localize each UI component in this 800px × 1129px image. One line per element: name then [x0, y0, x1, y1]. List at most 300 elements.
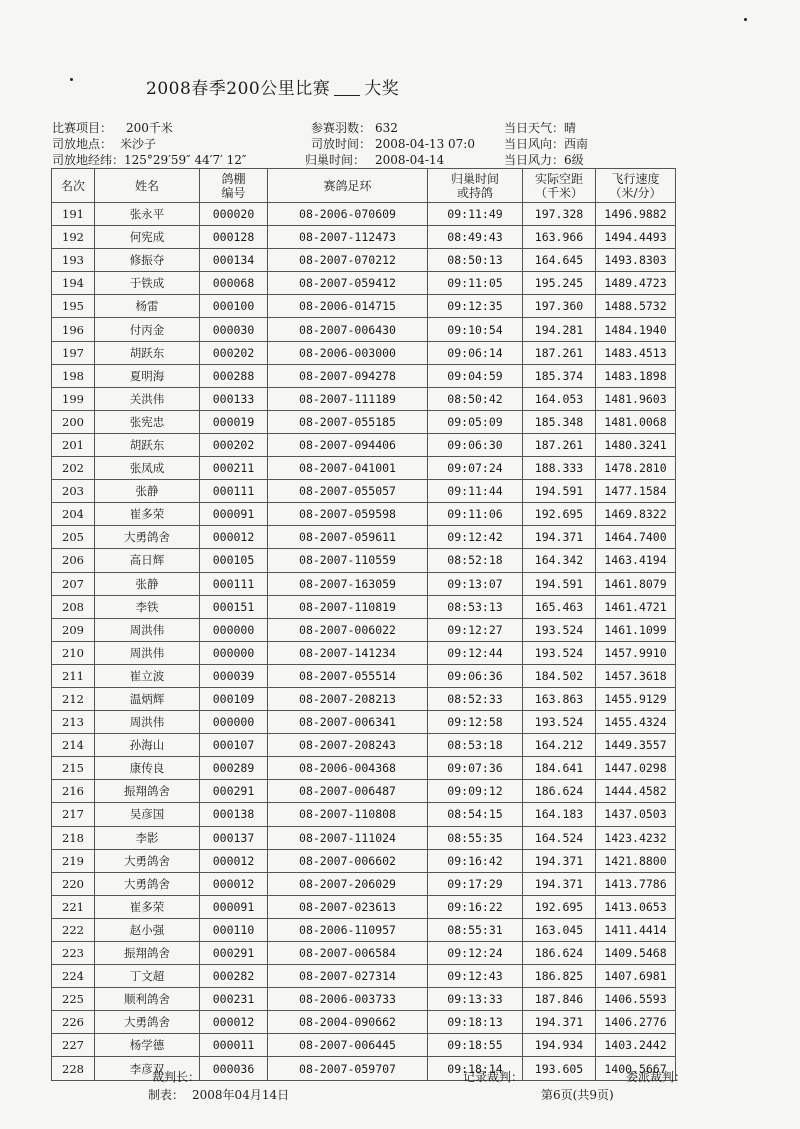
- cell-rank: 209: [52, 618, 95, 641]
- cell-ring: 08-2006-110957: [268, 918, 428, 941]
- cell-distance: 193.524: [523, 711, 596, 734]
- cell-time: 09:16:22: [428, 895, 523, 918]
- table-row: [52, 433, 676, 456]
- table-row: [52, 1034, 676, 1057]
- made-by: [148, 1086, 289, 1103]
- table-row: [52, 595, 676, 618]
- title-blank: [334, 95, 360, 96]
- cell-ring: 08-2007-070212: [268, 249, 428, 272]
- info-count: [311, 119, 398, 136]
- cell-ring: 08-2007-208213: [268, 687, 428, 710]
- cell-distance: 185.374: [523, 364, 596, 387]
- cell-name: 崔多荣: [95, 895, 200, 918]
- table-row: [52, 826, 676, 849]
- cell-name: 温炳辉: [95, 687, 200, 710]
- cell-name: 孙海山: [95, 734, 200, 757]
- cell-distance: 194.591: [523, 480, 596, 503]
- info-return: [305, 151, 444, 168]
- cell-speed: 1406.5593: [596, 988, 676, 1011]
- title-main: 2008春季200公里比赛: [146, 79, 331, 99]
- cell-rank: 194: [52, 272, 95, 295]
- table-row: [52, 272, 676, 295]
- cell-speed: 1493.8303: [596, 249, 676, 272]
- cell-loft: 000100: [200, 295, 268, 318]
- cell-time: 09:07:36: [428, 757, 523, 780]
- cell-time: 09:18:55: [428, 1034, 523, 1057]
- table-row: [52, 618, 676, 641]
- cell-ring: 08-2007-110819: [268, 595, 428, 618]
- cell-rank: 224: [52, 965, 95, 988]
- cell-ring: 08-2006-004368: [268, 757, 428, 780]
- cell-speed: 1464.7400: [596, 526, 676, 549]
- cell-rank: 210: [52, 641, 95, 664]
- cell-rank: 214: [52, 734, 95, 757]
- table-row: [52, 872, 676, 895]
- info-coords: [52, 151, 246, 168]
- cell-ring: 08-2007-023613: [268, 895, 428, 918]
- cell-loft: 000133: [200, 387, 268, 410]
- location-label: 司放地点：: [52, 137, 113, 151]
- cell-speed: 1407.6981: [596, 965, 676, 988]
- info-event: [52, 119, 173, 136]
- cell-speed: 1406.2776: [596, 1011, 676, 1034]
- cell-rank: 203: [52, 480, 95, 503]
- cell-time: 09:11:05: [428, 272, 523, 295]
- cell-speed: 1421.8800: [596, 849, 676, 872]
- cell-ring: 08-2007-110559: [268, 549, 428, 572]
- cell-distance: 194.934: [523, 1034, 596, 1057]
- cell-name: 赵小强: [95, 918, 200, 941]
- cell-loft: 000111: [200, 572, 268, 595]
- table-row: [52, 295, 676, 318]
- cell-distance: 193.524: [523, 641, 596, 664]
- cell-time: 09:09:12: [428, 780, 523, 803]
- cell-ring: 08-2007-059707: [268, 1057, 428, 1080]
- results-table: [51, 168, 676, 1081]
- cell-rank: 206: [52, 549, 95, 572]
- cell-name: 大勇鸽舍: [95, 849, 200, 872]
- scan-dot: [744, 18, 747, 21]
- cell-time: 08:53:13: [428, 595, 523, 618]
- cell-name: 于铁成: [95, 272, 200, 295]
- cell-rank: 192: [52, 226, 95, 249]
- cell-name: 付丙金: [95, 318, 200, 341]
- cell-distance: 194.371: [523, 526, 596, 549]
- cell-distance: 197.328: [523, 203, 596, 226]
- cell-ring: 08-2007-059598: [268, 503, 428, 526]
- cell-rank: 205: [52, 526, 95, 549]
- cell-loft: 000020: [200, 203, 268, 226]
- cell-speed: 1461.8079: [596, 572, 676, 595]
- coords-value: 125°29′59″ 44′7′ 12″: [124, 153, 247, 167]
- cell-name: 修振夺: [95, 249, 200, 272]
- cell-loft: 000019: [200, 410, 268, 433]
- cell-name: 张静: [95, 480, 200, 503]
- cell-distance: 165.463: [523, 595, 596, 618]
- cell-distance: 193.524: [523, 618, 596, 641]
- cell-loft: 000289: [200, 757, 268, 780]
- cell-ring: 08-2007-006341: [268, 711, 428, 734]
- wind-direction-label: 当日风向：: [504, 137, 565, 151]
- cell-name: 张永平: [95, 203, 200, 226]
- cell-ring: 08-2007-027314: [268, 965, 428, 988]
- cell-distance: 164.183: [523, 803, 596, 826]
- cell-time: 09:12:43: [428, 965, 523, 988]
- table-row: [52, 780, 676, 803]
- cell-loft: 000000: [200, 711, 268, 734]
- cell-time: 09:13:33: [428, 988, 523, 1011]
- cell-distance: 186.825: [523, 965, 596, 988]
- table-row: [52, 410, 676, 433]
- cell-name: 李彦双: [95, 1057, 200, 1080]
- cell-name: 胡跃东: [95, 341, 200, 364]
- cell-time: 08:50:42: [428, 387, 523, 410]
- wind-force-value: 6级: [564, 153, 584, 167]
- table-row: [52, 757, 676, 780]
- cell-loft: 000000: [200, 618, 268, 641]
- table-row: [52, 226, 676, 249]
- cell-speed: 1400.5667: [596, 1057, 676, 1080]
- cell-distance: 164.645: [523, 249, 596, 272]
- cell-loft: 000039: [200, 664, 268, 687]
- cell-speed: 1488.5732: [596, 295, 676, 318]
- header-ring: 赛鸽足环: [268, 169, 428, 203]
- header-name: 姓名: [95, 169, 200, 203]
- header-loft: 鸽棚 编号: [200, 169, 268, 203]
- cell-ring: 08-2007-055057: [268, 480, 428, 503]
- cell-loft: 000231: [200, 988, 268, 1011]
- cell-loft: 000036: [200, 1057, 268, 1080]
- cell-speed: 1457.3618: [596, 664, 676, 687]
- cell-distance: 194.371: [523, 872, 596, 895]
- cell-time: 09:12:35: [428, 295, 523, 318]
- cell-name: 张静: [95, 572, 200, 595]
- cell-speed: 1477.1584: [596, 480, 676, 503]
- cell-name: 康传良: [95, 757, 200, 780]
- table-row: [52, 1057, 676, 1080]
- cell-distance: 164.053: [523, 387, 596, 410]
- cell-name: 周洪伟: [95, 641, 200, 664]
- cell-time: 09:06:30: [428, 433, 523, 456]
- cell-name: 大勇鸽舍: [95, 526, 200, 549]
- cell-ring: 08-2007-112473: [268, 226, 428, 249]
- cell-distance: 164.212: [523, 734, 596, 757]
- table-row: [52, 503, 676, 526]
- cell-loft: 000211: [200, 457, 268, 480]
- cell-speed: 1483.4513: [596, 341, 676, 364]
- cell-loft: 000107: [200, 734, 268, 757]
- cell-time: 08:53:18: [428, 734, 523, 757]
- cell-rank: 215: [52, 757, 95, 780]
- cell-name: 崔多荣: [95, 503, 200, 526]
- cell-rank: 218: [52, 826, 95, 849]
- cell-distance: 186.624: [523, 942, 596, 965]
- cell-speed: 1489.4723: [596, 272, 676, 295]
- cell-name: 张宪忠: [95, 410, 200, 433]
- cell-ring: 08-2004-090662: [268, 1011, 428, 1034]
- cell-time: 09:11:06: [428, 503, 523, 526]
- info-release: [311, 135, 475, 152]
- wind-direction-value: 西南: [564, 137, 589, 151]
- cell-loft: 000138: [200, 803, 268, 826]
- cell-rank: 217: [52, 803, 95, 826]
- table-row: [52, 341, 676, 364]
- table-row: [52, 895, 676, 918]
- cell-speed: 1480.3241: [596, 433, 676, 456]
- cell-rank: 208: [52, 595, 95, 618]
- page-title: [146, 74, 399, 99]
- cell-ring: 08-2006-070609: [268, 203, 428, 226]
- table-row: [52, 664, 676, 687]
- cell-loft: 000151: [200, 595, 268, 618]
- cell-loft: 000134: [200, 249, 268, 272]
- cell-ring: 08-2007-006487: [268, 780, 428, 803]
- cell-time: 08:49:43: [428, 226, 523, 249]
- cell-name: 振翔鸽舍: [95, 942, 200, 965]
- cell-time: 09:12:44: [428, 641, 523, 664]
- title-suffix: 大奖: [364, 79, 400, 99]
- cell-speed: 1455.4324: [596, 711, 676, 734]
- cell-name: 李铁: [95, 595, 200, 618]
- cell-loft: 000288: [200, 364, 268, 387]
- table-row: [52, 203, 676, 226]
- cell-name: 胡跃东: [95, 433, 200, 456]
- table-row: [52, 572, 676, 595]
- table-row: [52, 687, 676, 710]
- cell-speed: 1413.0653: [596, 895, 676, 918]
- cell-distance: 187.261: [523, 433, 596, 456]
- cell-distance: 194.371: [523, 1011, 596, 1034]
- cell-name: 丁文超: [95, 965, 200, 988]
- cell-ring: 08-2007-141234: [268, 641, 428, 664]
- cell-ring: 08-2007-094406: [268, 433, 428, 456]
- table-row: [52, 318, 676, 341]
- table-row: [52, 942, 676, 965]
- release-label: 司放时间：: [311, 137, 372, 151]
- cell-rank: 197: [52, 341, 95, 364]
- cell-speed: 1463.4194: [596, 549, 676, 572]
- cell-ring: 08-2007-006602: [268, 849, 428, 872]
- cell-name: 振翔鸽舍: [95, 780, 200, 803]
- header-speed: 飞行速度 （米/分）: [596, 169, 676, 203]
- cell-speed: 1457.9910: [596, 641, 676, 664]
- cell-time: 09:12:42: [428, 526, 523, 549]
- cell-time: 09:11:44: [428, 480, 523, 503]
- cell-rank: 207: [52, 572, 95, 595]
- cell-ring: 08-2007-094278: [268, 364, 428, 387]
- cell-distance: 188.333: [523, 457, 596, 480]
- info-location: [52, 135, 156, 152]
- cell-distance: 163.863: [523, 687, 596, 710]
- cell-speed: 1411.4414: [596, 918, 676, 941]
- table-row: [52, 1011, 676, 1034]
- cell-time: 09:16:42: [428, 849, 523, 872]
- cell-ring: 08-2007-059412: [268, 272, 428, 295]
- cell-loft: 000128: [200, 226, 268, 249]
- table-row: [52, 364, 676, 387]
- cell-distance: 193.605: [523, 1057, 596, 1080]
- cell-speed: 1449.3557: [596, 734, 676, 757]
- count-label: 参赛羽数：: [311, 121, 372, 135]
- return-label: 归巢时间：: [305, 153, 366, 167]
- weather-label: 当日天气：: [504, 121, 565, 135]
- cell-loft: 000030: [200, 318, 268, 341]
- cell-loft: 000012: [200, 849, 268, 872]
- table-row: [52, 918, 676, 941]
- table-row: [52, 526, 676, 549]
- cell-rank: 198: [52, 364, 95, 387]
- cell-rank: 213: [52, 711, 95, 734]
- cell-distance: 195.245: [523, 272, 596, 295]
- cell-rank: 216: [52, 780, 95, 803]
- count-value: 632: [375, 121, 398, 135]
- recorder-signature: 记录裁判：: [463, 1070, 524, 1084]
- cell-rank: 195: [52, 295, 95, 318]
- scan-dot: [70, 78, 73, 81]
- cell-ring: 08-2007-208243: [268, 734, 428, 757]
- cell-speed: 1461.4721: [596, 595, 676, 618]
- cell-loft: 000137: [200, 826, 268, 849]
- cell-distance: 186.624: [523, 780, 596, 803]
- cell-time: 08:54:15: [428, 803, 523, 826]
- wind-force-label: 当日风力：: [504, 153, 565, 167]
- header-rank: 名次: [52, 169, 95, 203]
- table-row: [52, 480, 676, 503]
- cell-distance: 197.360: [523, 295, 596, 318]
- cell-rank: 204: [52, 503, 95, 526]
- table-header-row: [52, 169, 676, 203]
- cell-distance: 194.591: [523, 572, 596, 595]
- cell-speed: 1437.0503: [596, 803, 676, 826]
- cell-loft: 000291: [200, 780, 268, 803]
- release-value: 2008-04-13 07:0: [375, 137, 475, 151]
- cell-loft: 000202: [200, 433, 268, 456]
- table-row: [52, 549, 676, 572]
- cell-loft: 000291: [200, 942, 268, 965]
- cell-loft: 000282: [200, 965, 268, 988]
- cell-name: 周洪伟: [95, 711, 200, 734]
- cell-distance: 164.342: [523, 549, 596, 572]
- cell-time: 09:12:27: [428, 618, 523, 641]
- cell-rank: 227: [52, 1034, 95, 1057]
- cell-ring: 08-2007-041001: [268, 457, 428, 480]
- cell-speed: 1496.9882: [596, 203, 676, 226]
- cell-ring: 08-2007-006445: [268, 1034, 428, 1057]
- table-row: [52, 457, 676, 480]
- cell-loft: 000012: [200, 526, 268, 549]
- table-row: [52, 988, 676, 1011]
- cell-ring: 08-2006-014715: [268, 295, 428, 318]
- header-distance: 实际空距 （千米）: [523, 169, 596, 203]
- cell-time: 09:18:13: [428, 1011, 523, 1034]
- cell-name: 何宪成: [95, 226, 200, 249]
- cell-time: 09:07:24: [428, 457, 523, 480]
- table-row: [52, 803, 676, 826]
- cell-loft: 000111: [200, 480, 268, 503]
- cell-distance: 194.371: [523, 849, 596, 872]
- cell-rank: 202: [52, 457, 95, 480]
- cell-time: 09:11:49: [428, 203, 523, 226]
- cell-time: 09:12:24: [428, 942, 523, 965]
- cell-loft: 000012: [200, 1011, 268, 1034]
- location-value: 米沙子: [120, 137, 157, 151]
- table-row: [52, 711, 676, 734]
- cell-rank: 225: [52, 988, 95, 1011]
- cell-distance: 164.524: [523, 826, 596, 849]
- cell-speed: 1461.1099: [596, 618, 676, 641]
- cell-time: 09:10:54: [428, 318, 523, 341]
- cell-rank: 212: [52, 687, 95, 710]
- cell-ring: 08-2007-163059: [268, 572, 428, 595]
- cell-rank: 211: [52, 664, 95, 687]
- cell-ring: 08-2007-111189: [268, 387, 428, 410]
- cell-distance: 187.846: [523, 988, 596, 1011]
- cell-ring: 08-2007-006022: [268, 618, 428, 641]
- cell-rank: 191: [52, 203, 95, 226]
- cell-loft: 000109: [200, 687, 268, 710]
- info-weather: [504, 119, 576, 136]
- event-value: 200千米: [126, 121, 173, 135]
- made-date: 2008年04月14日: [192, 1088, 290, 1102]
- cell-time: 09:12:58: [428, 711, 523, 734]
- cell-distance: 185.348: [523, 410, 596, 433]
- cell-ring: 08-2007-111024: [268, 826, 428, 849]
- return-value: 2008-04-14: [375, 153, 445, 167]
- cell-rank: 222: [52, 918, 95, 941]
- cell-name: 杨学德: [95, 1034, 200, 1057]
- cell-time: 09:17:29: [428, 872, 523, 895]
- cell-loft: 000105: [200, 549, 268, 572]
- cell-time: 08:50:13: [428, 249, 523, 272]
- cell-ring: 08-2007-206029: [268, 872, 428, 895]
- cell-speed: 1444.4582: [596, 780, 676, 803]
- delegate-signature: 委派裁判：: [626, 1070, 687, 1084]
- cell-speed: 1403.2442: [596, 1034, 676, 1057]
- cell-name: 周洪伟: [95, 618, 200, 641]
- cell-name: 高日辉: [95, 549, 200, 572]
- weather-value: 晴: [564, 121, 577, 135]
- cell-ring: 08-2007-059611: [268, 526, 428, 549]
- event-label: 比赛项目：: [52, 121, 113, 135]
- cell-time: 08:52:33: [428, 687, 523, 710]
- table-row: [52, 965, 676, 988]
- cell-rank: 196: [52, 318, 95, 341]
- cell-distance: 194.281: [523, 318, 596, 341]
- cell-name: 大勇鸽舍: [95, 872, 200, 895]
- cell-ring: 08-2007-055185: [268, 410, 428, 433]
- cell-loft: 000068: [200, 272, 268, 295]
- cell-time: 09:18:14: [428, 1057, 523, 1080]
- cell-distance: 187.261: [523, 341, 596, 364]
- cell-name: 夏明海: [95, 364, 200, 387]
- info-wind-force: [504, 151, 584, 168]
- cell-ring: 08-2007-055514: [268, 664, 428, 687]
- cell-ring: 08-2006-003000: [268, 341, 428, 364]
- cell-distance: 163.045: [523, 918, 596, 941]
- cell-rank: 223: [52, 942, 95, 965]
- cell-distance: 192.695: [523, 895, 596, 918]
- cell-ring: 08-2007-110808: [268, 803, 428, 826]
- cell-loft: 000012: [200, 872, 268, 895]
- cell-name: 关洪伟: [95, 387, 200, 410]
- cell-speed: 1455.9129: [596, 687, 676, 710]
- judge-signature: 裁判长：: [152, 1070, 201, 1084]
- cell-time: 08:52:18: [428, 549, 523, 572]
- cell-distance: 184.502: [523, 664, 596, 687]
- cell-distance: 163.966: [523, 226, 596, 249]
- cell-time: 09:13:07: [428, 572, 523, 595]
- cell-loft: 000202: [200, 341, 268, 364]
